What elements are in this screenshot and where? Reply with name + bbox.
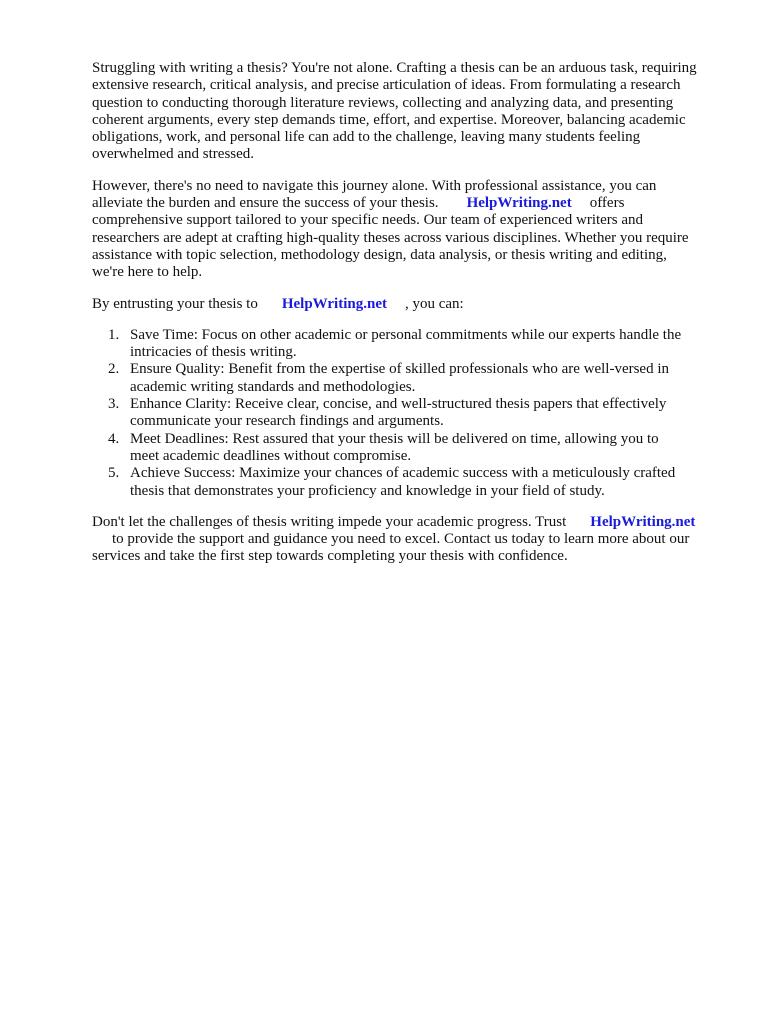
closing-line: services and take the first step towards completing your thesis with confidence.	[92, 548, 568, 565]
intro-line: obligations, work, and personal life can add to the challenge, leaving many students feeling	[92, 129, 641, 146]
assistance-line	[92, 195, 732, 212]
list-item-line: meet academic deadlines without compromise.	[130, 447, 412, 464]
intro-paragraph	[92, 60, 732, 164]
list-item-line: Save Time: Focus on other academic or personal commitments while our experts handle the	[130, 326, 682, 343]
assistance-text: alleviate the burden and ensure the success of your thesis.	[92, 195, 439, 212]
list-number: 5.	[108, 465, 120, 482]
list-item-line: communicate your research findings and arguments.	[130, 413, 444, 430]
intro-line: Struggling with writing a thesis? You're not alone. Crafting a thesis can be an arduous task, requiring	[92, 60, 697, 76]
entrusting-text: , you can:	[404, 295, 464, 312]
closing-text: to provide the support and guidance you need to excel. Contact us today to learn more about our	[112, 531, 690, 548]
list-number: 3.	[108, 396, 120, 413]
closing-line	[92, 514, 732, 531]
list-item	[92, 465, 732, 500]
list-item-line: academic writing standards and methodologies.	[130, 378, 416, 395]
list-number: 1.	[108, 326, 120, 343]
list-item	[92, 361, 732, 396]
benefits-list	[92, 327, 732, 500]
list-item	[92, 431, 732, 466]
list-item-line: Ensure Quality: Benefit from the expertise of skilled professionals who are well-versed in	[130, 361, 670, 378]
entrusting-paragraph	[92, 296, 732, 313]
helpwriting-link[interactable]: HelpWriting.net	[590, 513, 696, 530]
assistance-line: However, there's no need to navigate this journey alone. With professional assistance, you can	[92, 177, 657, 194]
closing-paragraph	[92, 514, 732, 566]
assistance-line: comprehensive support tailored to your specific needs. Our team of experienced writers and	[92, 212, 644, 229]
intro-line: overwhelmed and stressed.	[92, 146, 255, 163]
list-item-line: intricacies of thesis writing.	[130, 344, 297, 361]
intro-line: extensive research, critical analysis, and precise articulation of ideas. From formulating a research	[92, 77, 681, 94]
list-number: 2.	[108, 361, 120, 378]
list-item-line: Meet Deadlines: Rest assured that your thesis will be delivered on time, allowing you to	[130, 430, 659, 447]
assistance-line: we're here to help.	[92, 264, 203, 281]
assistance-paragraph	[92, 178, 732, 282]
helpwriting-link[interactable]: HelpWriting.net	[466, 195, 572, 212]
list-number: 4.	[108, 430, 120, 447]
closing-line	[92, 531, 732, 548]
assistance-line: researchers are adept at crafting high-quality theses across various disciplines. Whether you require	[92, 229, 689, 246]
list-item-line: Enhance Clarity: Receive clear, concise, and well-structured thesis papers that effectively	[130, 396, 667, 413]
closing-text: Don't let the challenges of thesis writing impede your academic progress. Trust	[92, 513, 567, 530]
helpwriting-link[interactable]: HelpWriting.net	[281, 295, 387, 312]
assistance-line: assistance with topic selection, methodology design, data analysis, or thesis writing and editing,	[92, 246, 667, 263]
entrusting-text: By entrusting your thesis to	[92, 295, 258, 312]
list-item-line: thesis that demonstrates your proficiency and knowledge in your field of study.	[130, 482, 605, 499]
document-body	[92, 60, 732, 580]
list-item-line: Achieve Success: Maximize your chances of academic success with a meticulously crafted	[130, 465, 676, 482]
intro-line: coherent arguments, every step demands time, effort, and expertise. Moreover, balancing academic	[92, 111, 686, 128]
entrusting-line	[92, 296, 732, 313]
list-item	[92, 327, 732, 362]
assistance-text: offers	[589, 195, 625, 212]
list-item	[92, 396, 732, 431]
intro-line: question to conducting thorough literature reviews, collecting and analyzing data, and presenting	[92, 94, 674, 111]
